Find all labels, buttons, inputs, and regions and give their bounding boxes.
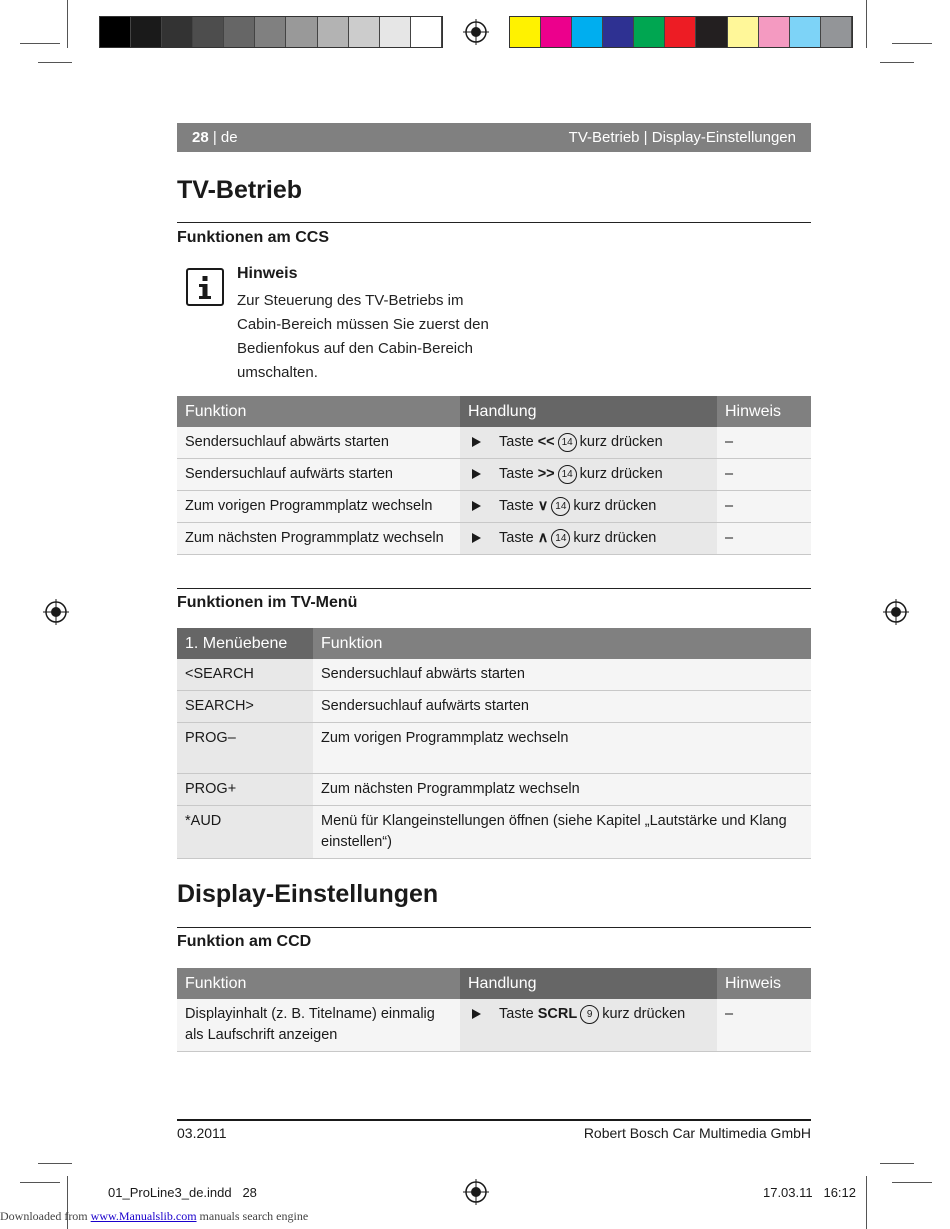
key-number-badge: 14 [551,529,570,548]
table-row [177,523,811,555]
cell-pre: Taste [499,434,534,450]
header-left [192,129,238,146]
subsection-title-ccs: Funktionen am CCS [177,229,330,246]
cell-post: kurz drücken [579,434,663,450]
color-swatch [380,17,411,47]
download-notice [0,1209,308,1224]
color-swatch [790,17,821,47]
cell-ebene: SEARCH> [177,691,313,723]
column-header: Hinweis [717,396,811,427]
color-swatch [318,17,349,47]
cell-handlung [460,523,717,555]
cell-hinweis: – [717,427,811,459]
registration-mark-icon [463,19,489,45]
color-swatch [759,17,790,47]
column-header: Funktion [177,396,460,427]
cell-ebene: <SEARCH [177,659,313,691]
download-suffix: manuals search engine [199,1209,309,1223]
table-row [177,999,811,1052]
table-row [177,459,811,491]
color-swatch [572,17,603,47]
ccs-table [177,396,811,555]
table-row [177,691,811,723]
color-swatch [286,17,317,47]
slug-datetime: 17.03.11 16:12 [762,1185,856,1200]
cell-post: kurz drücken [602,1006,686,1022]
cell-funktion: Displayinhalt (z. B. Titelname) einmalig als Laufschrift anzeigen [177,999,460,1052]
crop-mark [20,43,60,44]
cell-pre: Taste [499,1006,534,1022]
key-label: ∧ [537,530,549,546]
table-row [177,427,811,459]
table-row [177,491,811,523]
column-header: Handlung [460,968,717,999]
crop-mark [880,1163,914,1164]
color-swatch [510,17,541,47]
color-swatch [131,17,162,47]
cell-pre: Taste [499,498,534,514]
cell-post: kurz drücken [573,498,657,514]
table-row [177,659,811,691]
info-icon [186,268,224,306]
crop-mark [38,62,72,63]
cell-handlung [460,459,717,491]
cell-pre: Taste [499,530,534,546]
table-header-row [177,628,811,659]
cell-funktion: Zum vorigen Programmplatz wechseln [177,491,460,523]
cell-ebene: PROG+ [177,774,313,806]
cell-handlung [460,491,717,523]
cell-post: kurz drücken [579,466,663,482]
color-swatch [162,17,193,47]
grayscale-bar [99,16,443,48]
crop-mark [866,1176,867,1229]
header-section: TV-Betrieb | Display-Einstellungen [568,129,796,146]
crop-mark [892,1182,932,1183]
download-prefix: Downloaded from [0,1209,88,1223]
cell-funktion: Zum nächsten Programmplatz wechseln [313,774,811,806]
footer-rule [177,1119,811,1121]
bullet-triangle-icon [472,437,481,447]
column-header: Handlung [460,396,717,427]
footer-date: 03.2011 [177,1125,227,1141]
cell-handlung [460,999,717,1052]
section-rule [177,927,811,928]
column-header: Funktion [177,968,460,999]
cell-funktion: Sendersuchlauf abwärts starten [313,659,811,691]
cell-funktion: Zum vorigen Programmplatz wechseln [313,723,811,774]
crop-mark [67,0,68,48]
table-row [177,806,811,859]
section-rule [177,588,811,589]
header-lang: | de [212,129,238,146]
cell-funktion: Sendersuchlauf aufwärts starten [177,459,460,491]
registration-mark-icon [463,1179,489,1205]
color-swatch [349,17,380,47]
section-title-tv: TV-Betrieb [177,176,303,204]
bullet-triangle-icon [472,533,481,543]
color-swatch [541,17,572,47]
cell-post: kurz drücken [573,530,657,546]
key-number-badge: 14 [551,497,570,516]
color-swatch [821,17,852,47]
cell-pre: Taste [499,466,534,482]
footer-company: Robert Bosch Car Multimedia GmbH [583,1125,811,1141]
key-label: >> [537,466,555,482]
column-header: 1. Menüebene [177,628,313,659]
key-label: ∨ [537,498,549,514]
color-swatch [634,17,665,47]
key-number-badge: 14 [558,433,577,452]
color-swatch [665,17,696,47]
note-title: Hinweis [237,265,298,282]
subsection-title-ccd: Funktion am CCD [177,933,312,950]
color-swatch [603,17,634,47]
slug-file: 01_ProLine3_de.indd 28 [108,1185,257,1200]
color-swatch [728,17,759,47]
cell-handlung [460,427,717,459]
bullet-triangle-icon [472,1009,481,1019]
color-bar [509,16,853,48]
cell-funktion: Sendersuchlauf aufwärts starten [313,691,811,723]
key-label: SCRL [537,1006,578,1022]
manualslib-link[interactable]: www.Manualslib.com [90,1209,197,1223]
color-swatch [255,17,286,47]
running-header [177,123,811,152]
cell-hinweis: – [717,523,811,555]
cell-funktion: Menü für Klangeinstellungen öffnen (siehe Kapitel „Lautstärke und Klang einstellen“) [313,806,811,859]
crop-mark [20,1182,60,1183]
table-row [177,723,811,774]
color-swatch [193,17,224,47]
table-header-row [177,396,811,427]
menu-table [177,628,811,859]
crop-mark [38,1163,72,1164]
cell-funktion: Zum nächsten Programmplatz wechseln [177,523,460,555]
section-title-display: Display-Einstellungen [177,880,439,908]
cell-ebene: *AUD [177,806,313,859]
cell-hinweis: – [717,491,811,523]
table-row [177,774,811,806]
cell-funktion: Sendersuchlauf abwärts starten [177,427,460,459]
note-text: Zur Steuerung des TV-Betriebs im Cabin-Bereich müssen Sie zuerst den Bedienfokus auf den Cabin-Bereich umschalten. [237,292,489,381]
registration-mark-icon [43,599,69,625]
bullet-triangle-icon [472,501,481,511]
color-swatch [696,17,727,47]
key-number-badge: 9 [580,1005,599,1024]
column-header: Hinweis [717,968,811,999]
color-swatch [224,17,255,47]
crop-mark [866,0,867,48]
crop-mark [892,43,932,44]
registration-mark-icon [883,599,909,625]
ccd-table [177,968,811,1052]
color-swatch [100,17,131,47]
section-rule [177,222,811,223]
key-label: << [537,434,555,450]
column-header: Funktion [313,628,811,659]
cell-hinweis: – [717,459,811,491]
cell-ebene: PROG– [177,723,313,774]
table-header-row [177,968,811,999]
subsection-title-menu: Funktionen im TV-Menü [177,594,358,611]
page-number: 28 [192,129,209,146]
cell-hinweis: – [717,999,811,1052]
key-number-badge: 14 [558,465,577,484]
crop-mark [880,62,914,63]
bullet-triangle-icon [472,469,481,479]
color-swatch [411,17,442,47]
